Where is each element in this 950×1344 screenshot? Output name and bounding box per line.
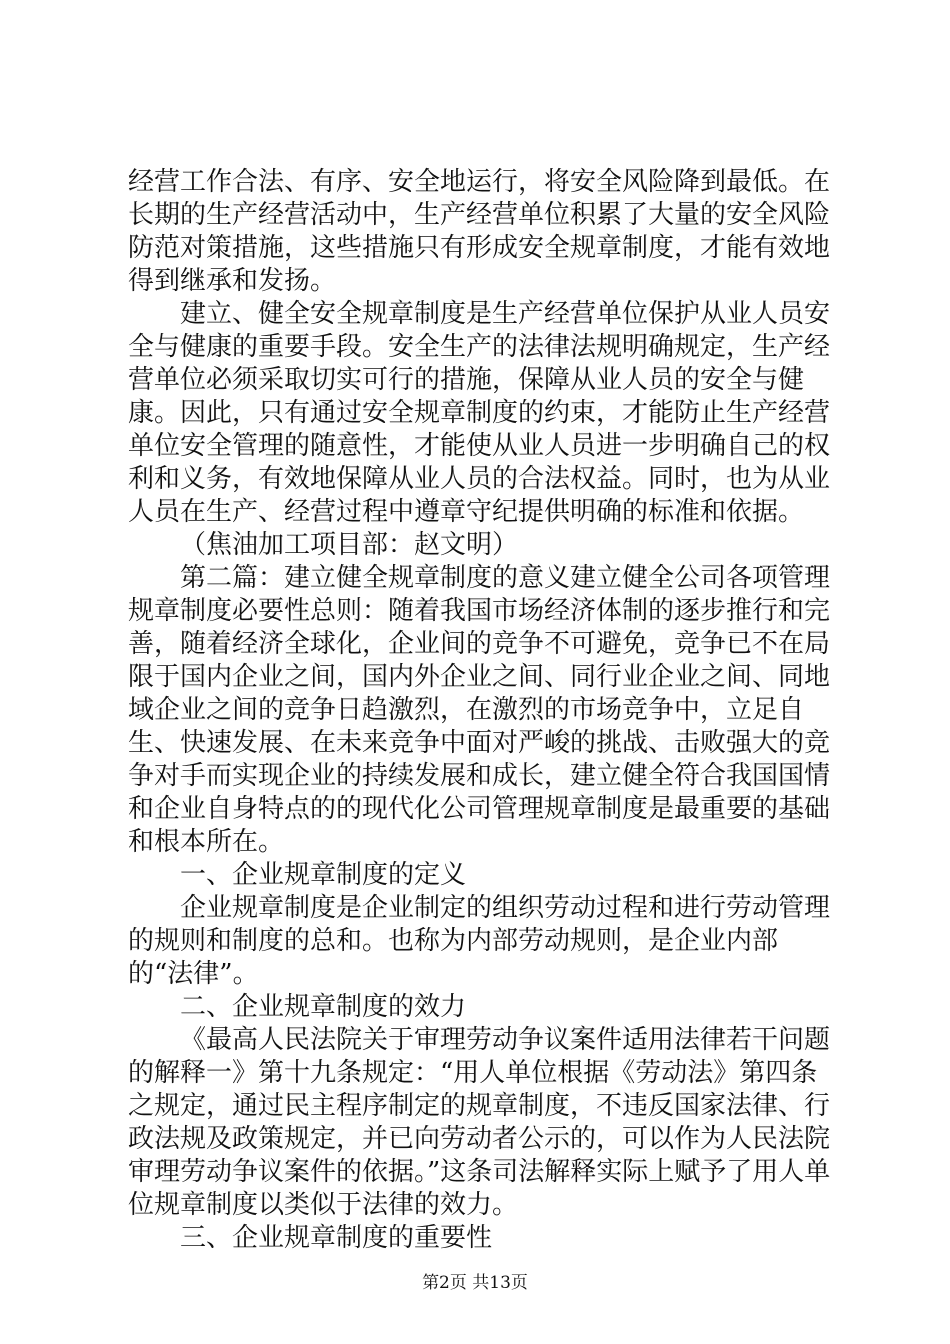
section-heading-effect: 二、企业规章制度的效力	[180, 992, 467, 1022]
section-heading-definition: 一、企业规章制度的定义	[180, 860, 467, 890]
paragraph-definition: 企业规章制度是企业制定的组织劳动过程和进行劳动管理的规则和制度的总和。也称为内部劳动规则，是企业内部的“法律”。	[128, 893, 831, 989]
paragraph-second-article: 第二篇：建立健全规章制度的意义建立健全公司各项管理规章制度必要性总则：随着我国市场经济体制的逐步推行和完善，随着经济全球化，企业间的竞争不可避免，竞争已不在局限于国内企业之间，国内外企业之间、同行业企业之间、同地域企业之间的竞争日趋激烈，在激烈的市场竞争中，立足自生、快速发展、在未来竞争中面对严峻的挑战、击败强大的竞争对手而实现企业的持续发展和成长，建立健全符合我国国情和企业自身特点的的现代化公司管理规章制度是最重要的基础和根本所在。	[128, 563, 831, 857]
paragraph-safety-rules: 建立、健全安全规章制度是生产经营单位保护从业人员安全与健康的重要手段。安全生产的法律法规明确规定，生产经营单位必须采取切实可行的措施，保障从业人员的安全与健康。因此，只有通过安全规章制度的约束，才能防止生产经营单位安全管理的随意性，才能使从业人员进一步明确自己的权利和义务，有效地保障从业人员的合法权益。同时，也为从业人员在生产、经营过程中遵章守纪提供明确的标准和依据。	[128, 299, 831, 527]
paragraph-effect: 《最高人民法院关于审理劳动争议案件适用法律若干问题的解释一》第十九条规定：“用人单位根据《劳动法》第四条之规定，通过民主程序制定的规章制度，不违反国家法律、行政法规及政策规定，并已向劳动者公示的，可以作为人民法院审理劳动争议案件的依据。”这条司法解释实际上赋予了用人单位规章制度以类似于法律的效力。	[128, 1025, 831, 1220]
section-heading-importance: 三、企业规章制度的重要性	[180, 1223, 493, 1253]
document-body	[128, 166, 833, 1255]
paragraph-continuation: 经营工作合法、有序、安全地运行，将安全风险降到最低。在长期的生产经营活动中，生产经营单位积累了大量的安全风险防范对策措施，这些措施只有形成安全规章制度，才能有效地得到继承和发扬。	[128, 167, 831, 296]
author-attribution: （焦油加工项目部：赵文明）	[180, 530, 519, 560]
page-number-footer: 第2页 共13页	[422, 1273, 528, 1293]
